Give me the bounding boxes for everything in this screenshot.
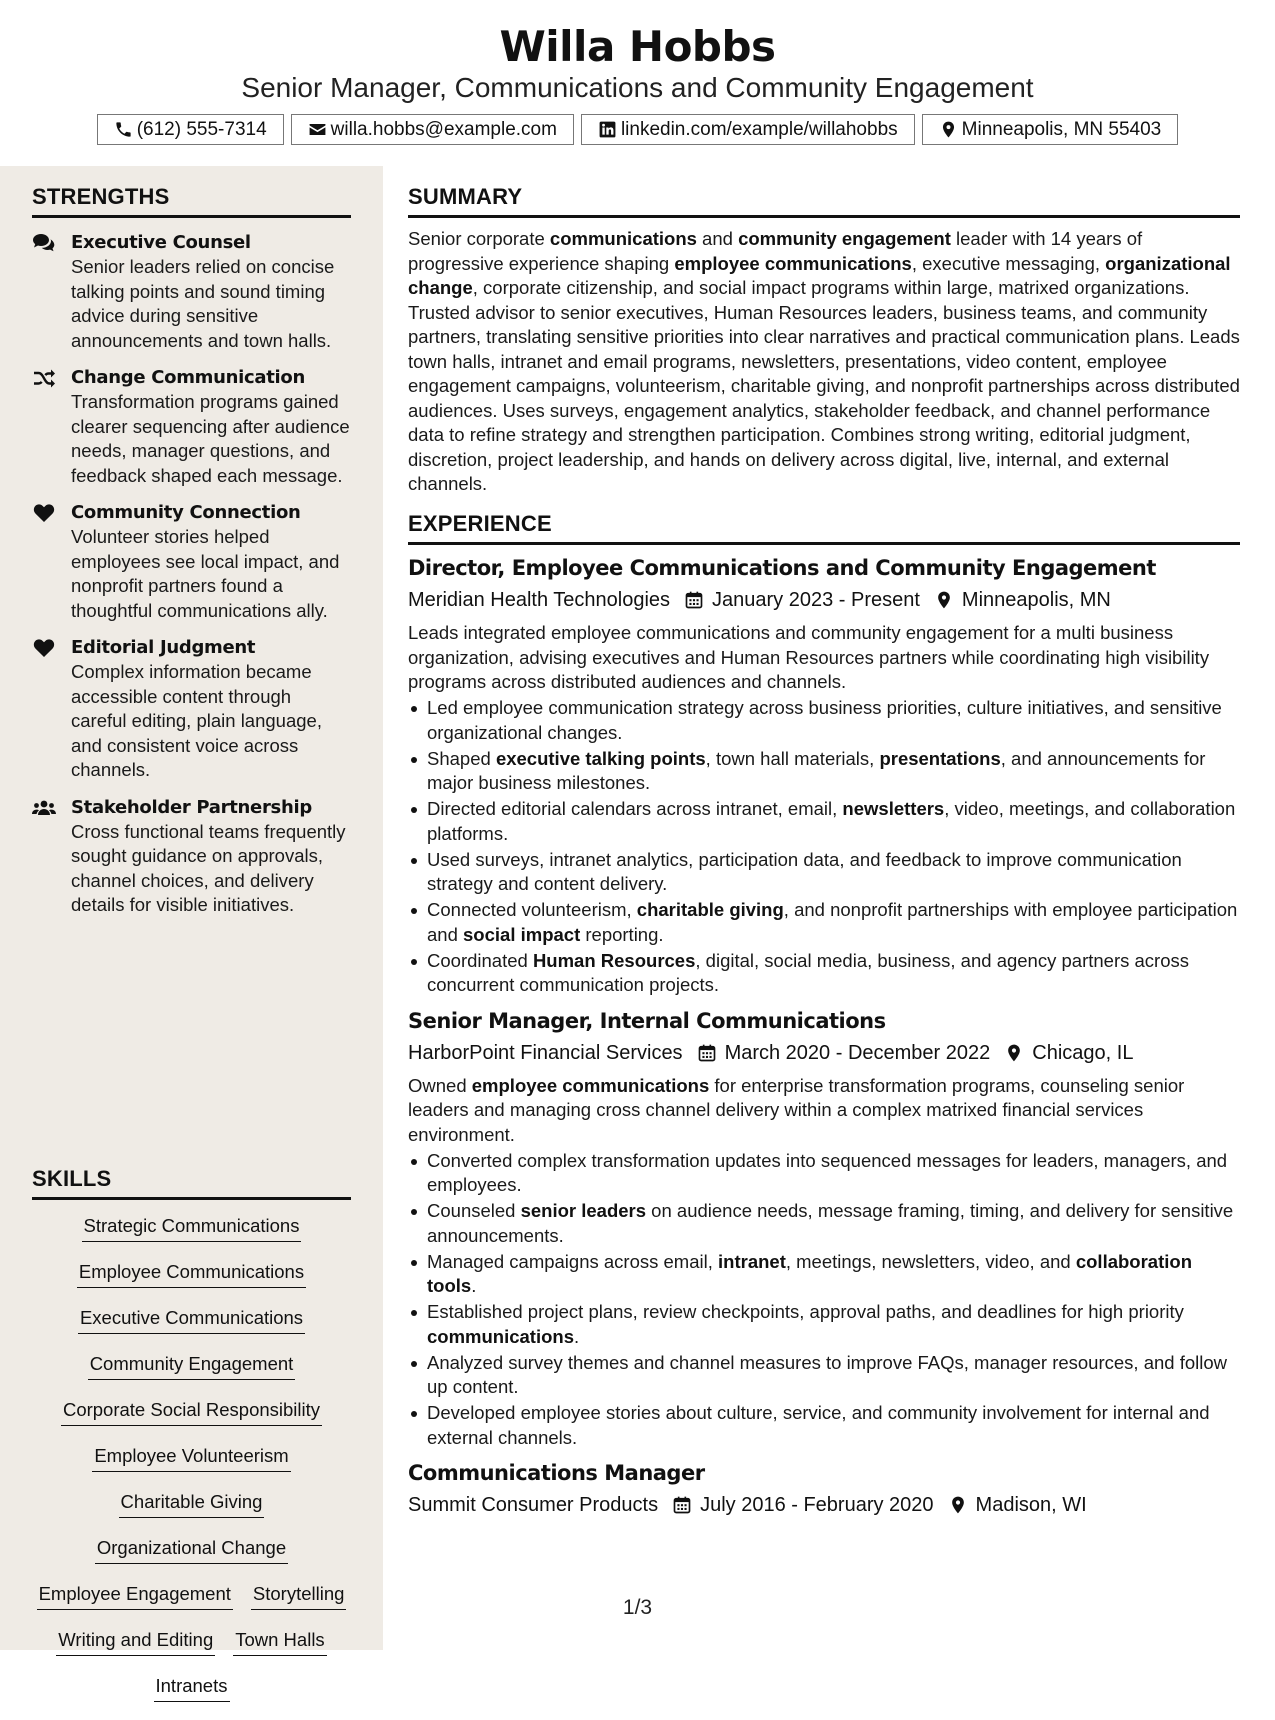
sidebar (0, 166, 383, 1696)
map-pin-icon (948, 1495, 968, 1515)
contact-linkedin-text: linkedin.com/example/willahobbs (620, 118, 898, 140)
job-bullet: Managed campaigns across email, intranet, meetings, newsletters, video, and collaboration tools. (408, 1250, 1240, 1299)
calendar-icon (697, 1043, 717, 1063)
strength-title: Community Connection (71, 502, 301, 523)
job-bullet: Used surveys, intranet analytics, participation data, and feedback to improve communication strategy and content delivery. (408, 848, 1240, 897)
bold-keyword: presentations (879, 747, 1001, 769)
resume-header (0, 0, 1275, 166)
bold-keyword: newsletters (842, 798, 945, 819)
contact-email-text: willa.hobbs@example.com (330, 118, 557, 140)
job-dates: July 2016 - February 2020 (700, 1494, 934, 1516)
job-title: Director, Employee Communications and Community Engagement (408, 556, 1156, 580)
heart-icon (32, 503, 56, 523)
envelope-icon (308, 120, 327, 139)
strength-text: Cross functional teams frequently sought guidance on approvals, channel choices, and delivery details for visible initiatives. (71, 820, 346, 915)
bold-keyword: charitable giving (636, 899, 784, 920)
bold-keyword: executive talking points (495, 747, 706, 769)
phone-icon (114, 120, 133, 139)
job-bullet: Directed editorial calendars across intranet, email, newsletters, video, meetings, and collaboration platforms. (408, 797, 1240, 846)
bold-keyword: organizational change (408, 252, 1231, 298)
job-bullet: Developed employee stories about culture, service, and community involvement for internal and external channels. (408, 1401, 1240, 1450)
job-bullet: Converted complex transformation updates into sequenced messages for leaders, managers, and employees. (408, 1149, 1240, 1198)
candidate-name: Willa Hobbs (499, 22, 776, 71)
strengths-title: STRENGTHS (32, 184, 351, 218)
skill-tag: Intranets (154, 1674, 230, 1702)
map-pin-icon (1004, 1043, 1024, 1063)
strength-title: Executive Counsel (71, 232, 251, 253)
bold-keyword: collaboration tools (427, 1250, 1192, 1296)
experience-section (408, 511, 1240, 1520)
contact-bar (0, 114, 1275, 145)
strength-item (32, 796, 351, 918)
candidate-headline: Senior Manager, Communications and Community Engagement (241, 72, 1034, 103)
bold-keyword: employee communications (674, 252, 912, 274)
contact-email[interactable] (291, 114, 574, 145)
summary-title: SUMMARY (408, 184, 1240, 218)
heart-icon (32, 638, 56, 658)
job-bullet: Counseled senior leaders on audience needs, message framing, timing, and delivery for sensitive announcements. (408, 1199, 1240, 1248)
skill-tag: Community Engagement (88, 1352, 296, 1380)
bold-keyword: senior leaders (520, 1200, 647, 1221)
skill-tag: Writing and Editing (56, 1628, 215, 1656)
job-company: Summit Consumer Products (408, 1494, 659, 1516)
strength-text: Transformation programs gained clearer sequencing after audience needs, manager questions, and feedback shaped each message. (71, 391, 350, 486)
skill-tag: Executive Communications (78, 1306, 305, 1334)
map-pin-icon (939, 120, 958, 139)
job-company: HarborPoint Financial Services (408, 1041, 683, 1064)
strength-item (32, 231, 351, 353)
map-pin-icon (934, 590, 954, 610)
page-number: 1/3 (622, 1596, 653, 1619)
users-icon (32, 798, 56, 818)
bold-keyword: communications (427, 1325, 574, 1347)
skill-tag: Town Halls (233, 1628, 326, 1656)
bold-keyword: Human Resources (532, 949, 696, 971)
job-title: Senior Manager, Internal Communications (408, 1008, 886, 1033)
skill-tag: Employee Engagement (37, 1582, 233, 1610)
strength-item (32, 501, 351, 623)
strength-text: Volunteer stories helped employees see local impact, and nonprofit partners found a thoughtful communications ally. (71, 526, 340, 621)
job-dates: January 2023 - Present (712, 589, 920, 611)
job-location: Minneapolis, MN (961, 589, 1111, 611)
skill-tag: Storytelling (251, 1582, 347, 1610)
job-location: Chicago, IL (1032, 1041, 1134, 1064)
contact-linkedin[interactable] (581, 114, 915, 145)
contact-location (922, 114, 1179, 145)
job-entry (408, 1006, 1240, 1451)
strength-title: Stakeholder Partnership (71, 796, 312, 818)
job-description: Owned employee communications for enterprise transformation programs, counseling senior leaders and managing cross channel delivery within a complex matrixed financial services environment. (408, 1074, 1185, 1145)
skill-tag: Strategic Communications (82, 1214, 302, 1242)
job-description: Leads integrated employee communications and community engagement for a multi business organization, advising executives and Human Resources partners while coordinating high visibility programs across distributed audiences and channels. (408, 622, 1210, 692)
job-location: Madison, WI (975, 1494, 1087, 1516)
strength-title: Change Communication (71, 367, 306, 388)
job-bullet-list (408, 1149, 1240, 1451)
job-bullet: Established project plans, review checkpoints, approval paths, and deadlines for high priority communications. (408, 1300, 1240, 1349)
contact-location-text: Minneapolis, MN 55403 (961, 118, 1162, 140)
skills-title: SKILLS (32, 1166, 351, 1200)
job-entry (408, 553, 1240, 998)
job-entry (408, 1458, 1240, 1520)
skill-tag: Employee Volunteerism (92, 1444, 290, 1472)
strength-item (32, 636, 351, 783)
strength-text: Senior leaders relied on concise talking points and sound timing advice during sensitive announcements and town halls. (71, 256, 335, 351)
strength-title: Editorial Judgment (71, 637, 256, 658)
bold-keyword: employee communications (471, 1074, 710, 1096)
job-list (408, 553, 1240, 1520)
job-meta (408, 585, 1240, 615)
skills-section (32, 1166, 351, 1720)
linkedin-icon (598, 120, 617, 139)
experience-title: EXPERIENCE (408, 511, 1240, 545)
job-meta (408, 1490, 1240, 1520)
skills-list (32, 1200, 351, 1720)
job-bullet: Shaped executive talking points, town hall materials, presentations, and announcements for major business milestones. (408, 747, 1240, 796)
skill-tag: Organizational Change (95, 1536, 288, 1564)
job-bullet: Analyzed survey themes and channel measures to improve FAQs, manager resources, and follow up content. (408, 1351, 1240, 1400)
calendar-icon (684, 590, 704, 610)
job-meta (408, 1038, 1240, 1068)
calendar-icon (672, 1495, 692, 1515)
summary-section (408, 184, 1240, 497)
bold-keyword: social impact (463, 923, 581, 945)
strength-item (32, 366, 351, 488)
bold-keyword: intranet (718, 1250, 786, 1272)
job-bullet: Coordinated Human Resources, digital, social media, business, and agency partners across concurrent communication projects. (408, 949, 1240, 998)
job-bullet-list (408, 696, 1240, 998)
chat-bubbles-icon (32, 233, 56, 253)
strength-text: Complex information became accessible content through careful editing, plain language, and consistent voice across channels. (71, 661, 322, 780)
skill-tag: Charitable Giving (119, 1490, 265, 1518)
strengths-section (32, 184, 351, 918)
contact-phone[interactable] (97, 114, 284, 145)
job-title: Communications Manager (408, 1461, 705, 1485)
shuffle-icon (32, 368, 56, 388)
bold-keyword: communications (549, 228, 697, 249)
summary-text: Senior corporate communications and community engagement leader with 14 years of progressive experience shaping employee communications, executive messaging, organizational change, corporate citizenship, and social impact programs within large, matrixed organizations. Trusted advisor to senior executives, Human Resources leaders, business teams, and community partners, translating sensitive priorities into clear narratives and practical communication plans. Leads town halls, intranet and email programs, newsletters, presentations, video content, employee engagement campaigns, volunteerism, charitable giving, and nonprofit partnerships across distributed audiences. Uses surveys, engagement analytics, stakeholder feedback, and channel performance data to refine strategy and strengthen participation. Combines strong writing, editorial judgment, discretion, project leadership, and hands on delivery across digital, live, internal, and external channels. (408, 228, 1240, 494)
job-dates: March 2020 - December 2022 (724, 1041, 991, 1064)
job-company: Meridian Health Technologies (408, 589, 671, 611)
contact-phone-text: (612) 555-7314 (136, 118, 267, 140)
skill-tag: Employee Communications (77, 1260, 306, 1288)
skill-tag: Corporate Social Responsibility (61, 1398, 322, 1426)
bold-keyword: community engagement (738, 228, 951, 249)
job-bullet: Connected volunteerism, charitable giving, and nonprofit partnerships with employee participation and social impact reporting. (408, 898, 1240, 947)
job-bullet: Led employee communication strategy across business priorities, culture initiatives, and sensitive organizational changes. (408, 696, 1240, 745)
